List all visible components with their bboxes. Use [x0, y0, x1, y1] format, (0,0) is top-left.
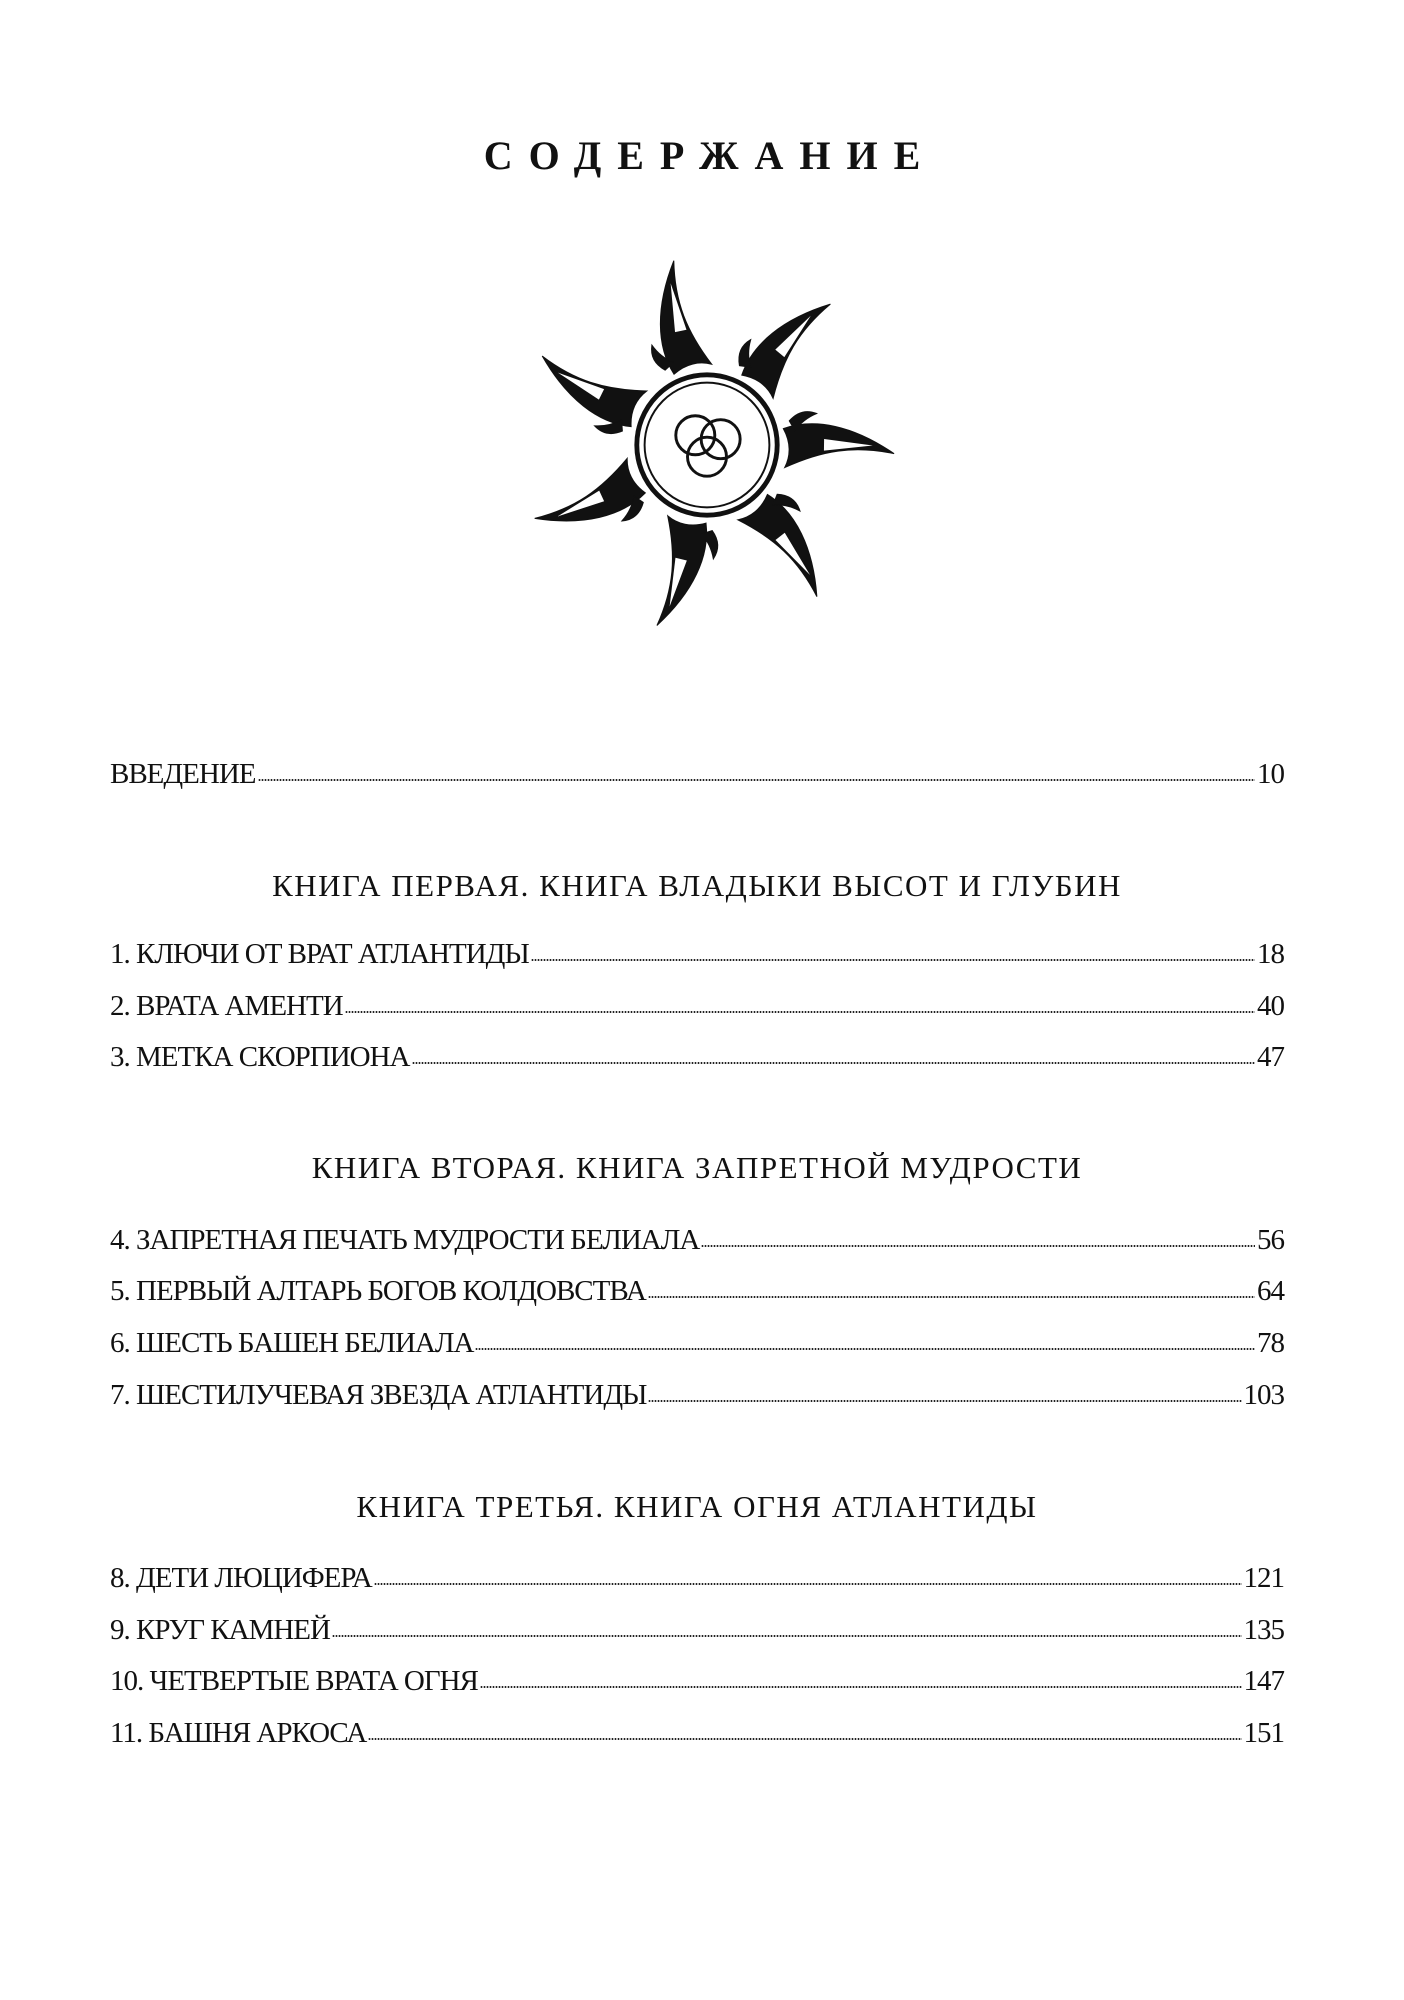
toc-entry-page: 151	[1243, 1717, 1284, 1749]
toc-entry-label: 6. ШЕСТЬ БАШЕН БЕЛИАЛА	[110, 1327, 474, 1359]
toc-entry-page: 147	[1243, 1665, 1284, 1697]
seven-ray-star-icon	[512, 250, 902, 640]
page-title: СОДЕРЖАНИЕ	[483, 133, 937, 178]
dot-leader	[368, 1738, 1241, 1740]
toc-entry[interactable]	[110, 1041, 1284, 1074]
dot-leader	[475, 1348, 1255, 1350]
dot-leader	[345, 1011, 1255, 1013]
toc-entry[interactable]	[110, 1717, 1284, 1750]
toc-entry[interactable]	[110, 1614, 1284, 1647]
dot-leader	[701, 1245, 1255, 1247]
toc-entry[interactable]	[110, 1275, 1284, 1308]
toc-entry[interactable]	[110, 938, 1284, 971]
toc-entry-label: 4. ЗАПРЕТНАЯ ПЕЧАТЬ МУДРОСТИ БЕЛИАЛА	[110, 1224, 700, 1256]
toc-entry-page: 18	[1257, 938, 1284, 970]
toc-entry[interactable]	[110, 990, 1284, 1023]
dot-leader	[648, 1400, 1241, 1402]
toc-entry-page: 56	[1257, 1224, 1284, 1256]
toc-entry-label: 11. БАШНЯ АРКОСА	[110, 1717, 367, 1749]
book-heading-2: КНИГА ВТОРАЯ. КНИГА ЗАПРЕТНОЙ МУДРОСТИ	[311, 1150, 1083, 1185]
toc-entry-page: 47	[1257, 1041, 1284, 1073]
toc-entry[interactable]	[110, 1379, 1284, 1412]
dot-leader	[648, 1296, 1255, 1298]
toc-entry-page: 10	[1257, 758, 1284, 790]
dot-leader	[412, 1062, 1256, 1064]
toc-entry-page: 135	[1243, 1614, 1284, 1646]
toc-entry-label: ВВЕДЕНИЕ	[110, 758, 256, 790]
dot-leader	[480, 1686, 1242, 1688]
dot-leader	[332, 1635, 1242, 1637]
toc-entry-label: 10. ЧЕТВЕРТЫЕ ВРАТА ОГНЯ	[110, 1665, 478, 1697]
toc-entry-label: 1. КЛЮЧИ ОТ ВРАТ АТЛАНТИДЫ	[110, 938, 529, 970]
toc-entry-intro[interactable]	[110, 758, 1284, 791]
toc-entry-page: 64	[1257, 1275, 1284, 1307]
book-heading-1: КНИГА ПЕРВАЯ. КНИГА ВЛАДЫКИ ВЫСОТ И ГЛУБИН	[272, 868, 1122, 903]
toc-entry-label: 8. ДЕТИ ЛЮЦИФЕРА	[110, 1562, 372, 1594]
dot-leader	[374, 1583, 1242, 1585]
toc-entry-page: 40	[1257, 990, 1284, 1022]
toc-entry-label: 9. КРУГ КАМНЕЙ	[110, 1614, 330, 1646]
toc-entry[interactable]	[110, 1562, 1284, 1595]
toc-entry[interactable]	[110, 1327, 1284, 1360]
dot-leader	[531, 959, 1255, 961]
toc-entry[interactable]	[110, 1224, 1284, 1257]
toc-entry-label: 7. ШЕСТИЛУЧЕВАЯ ЗВЕЗДА АТЛАНТИДЫ	[110, 1379, 647, 1411]
toc-entry-page: 121	[1243, 1562, 1284, 1594]
toc-entry-label: 2. ВРАТА АМЕНТИ	[110, 990, 343, 1022]
book-heading-3: КНИГА ТРЕТЬЯ. КНИГА ОГНЯ АТЛАНТИДЫ	[356, 1489, 1038, 1524]
toc-entry-label: 3. МЕТКА СКОРПИОНА	[110, 1041, 410, 1073]
toc-entry-page: 78	[1257, 1327, 1284, 1359]
dot-leader	[258, 779, 1256, 781]
toc-entry-page: 103	[1243, 1379, 1284, 1411]
toc-entry[interactable]	[110, 1665, 1284, 1698]
toc-entry-label: 5. ПЕРВЫЙ АЛТАРЬ БОГОВ КОЛДОВСТВА	[110, 1275, 646, 1307]
